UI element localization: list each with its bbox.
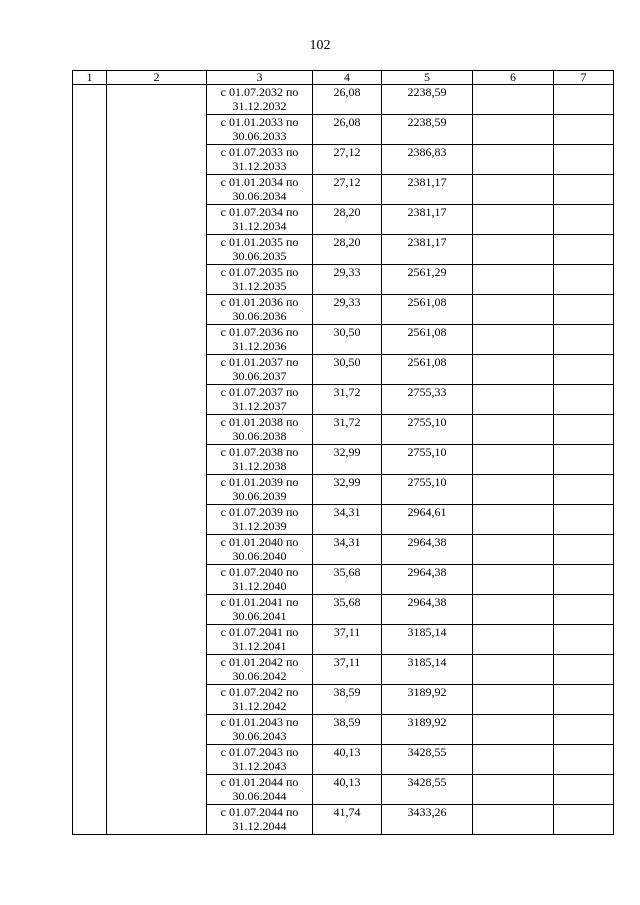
period-end: 31.12.2043 — [232, 759, 287, 773]
column-4-value: 31,72 — [313, 415, 382, 445]
column-header: 3 — [207, 71, 313, 85]
column-4-value: 35,68 — [313, 565, 382, 595]
period-cell — [207, 325, 313, 355]
column-5-value: 2386,83 — [382, 145, 473, 175]
column-2-cell — [107, 85, 207, 835]
column-4-value: 32,99 — [313, 445, 382, 475]
column-7-cell — [554, 295, 614, 325]
period-end: 30.06.2041 — [232, 609, 287, 623]
column-4-value: 37,11 — [313, 655, 382, 685]
period-start: с 01.01.2035 по — [220, 235, 299, 249]
period-cell — [207, 565, 313, 595]
column-7-cell — [554, 205, 614, 235]
period-start: с 01.07.2041 по — [220, 625, 299, 639]
column-5-value: 2964,38 — [382, 595, 473, 625]
column-5-value: 3428,55 — [382, 775, 473, 805]
column-7-cell — [554, 265, 614, 295]
period-end: 30.06.2043 — [232, 729, 287, 743]
column-6-cell — [473, 715, 554, 745]
column-6-cell — [473, 805, 554, 835]
period-start: с 01.07.2043 по — [220, 745, 299, 759]
column-6-cell — [473, 415, 554, 445]
column-7-cell — [554, 805, 614, 835]
tariff-table — [72, 70, 614, 835]
period-cell — [207, 265, 313, 295]
column-5-value: 2755,10 — [382, 415, 473, 445]
column-5-value: 2755,10 — [382, 475, 473, 505]
column-6-cell — [473, 745, 554, 775]
column-6-cell — [473, 355, 554, 385]
period-end: 30.06.2040 — [232, 549, 287, 563]
period-end: 30.06.2038 — [232, 429, 287, 443]
column-5-value: 2755,33 — [382, 385, 473, 415]
period-cell — [207, 625, 313, 655]
period-start: с 01.01.2038 по — [220, 415, 299, 429]
column-5-value: 2561,08 — [382, 355, 473, 385]
column-7-cell — [554, 565, 614, 595]
period-cell — [207, 145, 313, 175]
column-6-cell — [473, 535, 554, 565]
period-cell — [207, 805, 313, 835]
column-number-row — [73, 71, 614, 85]
period-start: с 01.01.2042 по — [220, 655, 299, 669]
period-cell — [207, 445, 313, 475]
period-start: с 01.07.2035 по — [220, 265, 299, 279]
column-5-value: 3428,55 — [382, 745, 473, 775]
column-1-cell — [73, 85, 107, 835]
column-4-value: 34,31 — [313, 535, 382, 565]
column-4-value: 34,31 — [313, 505, 382, 535]
period-cell — [207, 385, 313, 415]
column-7-cell — [554, 745, 614, 775]
column-5-value: 2238,59 — [382, 85, 473, 115]
column-5-value: 2381,17 — [382, 175, 473, 205]
column-4-value: 35,68 — [313, 595, 382, 625]
column-4-value: 38,59 — [313, 685, 382, 715]
column-7-cell — [554, 685, 614, 715]
period-cell — [207, 355, 313, 385]
period-end: 30.06.2037 — [232, 369, 287, 383]
column-6-cell — [473, 265, 554, 295]
column-5-value: 3433,26 — [382, 805, 473, 835]
period-cell — [207, 715, 313, 745]
period-cell — [207, 295, 313, 325]
column-7-cell — [554, 595, 614, 625]
column-6-cell — [473, 475, 554, 505]
column-6-cell — [473, 595, 554, 625]
period-cell — [207, 205, 313, 235]
column-4-value: 41,74 — [313, 805, 382, 835]
period-end: 30.06.2034 — [232, 189, 287, 203]
period-cell — [207, 655, 313, 685]
column-5-value: 3185,14 — [382, 655, 473, 685]
column-4-value: 38,59 — [313, 715, 382, 745]
column-header: 4 — [313, 71, 382, 85]
column-4-value: 27,12 — [313, 175, 382, 205]
column-6-cell — [473, 655, 554, 685]
column-7-cell — [554, 385, 614, 415]
column-6-cell — [473, 775, 554, 805]
period-start: с 01.01.2033 по — [220, 115, 299, 129]
period-cell — [207, 775, 313, 805]
column-5-value: 2964,61 — [382, 505, 473, 535]
column-5-value: 2381,17 — [382, 205, 473, 235]
column-6-cell — [473, 445, 554, 475]
column-7-cell — [554, 505, 614, 535]
column-7-cell — [554, 715, 614, 745]
column-7-cell — [554, 235, 614, 265]
column-4-value: 27,12 — [313, 145, 382, 175]
period-start: с 01.01.2044 по — [220, 775, 299, 789]
column-4-value: 40,13 — [313, 745, 382, 775]
column-5-value: 2561,29 — [382, 265, 473, 295]
column-4-value: 29,33 — [313, 295, 382, 325]
period-start: с 01.01.2034 по — [220, 175, 299, 189]
column-6-cell — [473, 85, 554, 115]
column-7-cell — [554, 445, 614, 475]
period-cell — [207, 175, 313, 205]
column-7-cell — [554, 85, 614, 115]
column-5-value: 2561,08 — [382, 295, 473, 325]
period-end: 30.06.2033 — [232, 129, 287, 143]
column-7-cell — [554, 775, 614, 805]
column-5-value: 3185,14 — [382, 625, 473, 655]
column-7-cell — [554, 625, 614, 655]
page-number: 102 — [309, 38, 331, 53]
period-start: с 01.07.2042 по — [220, 685, 299, 699]
period-cell — [207, 535, 313, 565]
column-5-value: 2561,08 — [382, 325, 473, 355]
column-7-cell — [554, 415, 614, 445]
column-6-cell — [473, 145, 554, 175]
period-start: с 01.07.2034 по — [220, 205, 299, 219]
column-header: 2 — [107, 71, 207, 85]
period-start: с 01.07.2044 по — [220, 805, 299, 819]
column-4-value: 30,50 — [313, 325, 382, 355]
period-start: с 01.01.2037 по — [220, 355, 299, 369]
column-4-value: 29,33 — [313, 265, 382, 295]
period-start: с 01.07.2040 по — [220, 565, 299, 579]
period-end: 31.12.2032 — [232, 99, 287, 113]
period-start: с 01.01.2039 по — [220, 475, 299, 489]
period-end: 31.12.2039 — [232, 519, 287, 533]
column-6-cell — [473, 625, 554, 655]
period-start: с 01.07.2038 по — [220, 445, 299, 459]
column-7-cell — [554, 175, 614, 205]
period-start: с 01.07.2033 по — [220, 145, 299, 159]
column-4-value: 32,99 — [313, 475, 382, 505]
column-7-cell — [554, 325, 614, 355]
column-5-value: 3189,92 — [382, 715, 473, 745]
period-start: с 01.07.2032 по — [220, 85, 299, 99]
column-4-value: 37,11 — [313, 625, 382, 655]
period-end: 31.12.2034 — [232, 219, 287, 233]
column-6-cell — [473, 565, 554, 595]
period-cell — [207, 85, 313, 115]
column-6-cell — [473, 205, 554, 235]
period-start: с 01.01.2040 по — [220, 535, 299, 549]
column-7-cell — [554, 145, 614, 175]
column-4-value: 26,08 — [313, 115, 382, 145]
period-cell — [207, 745, 313, 775]
period-end: 30.06.2035 — [232, 249, 287, 263]
period-start: с 01.01.2041 по — [220, 595, 299, 609]
column-5-value: 2964,38 — [382, 565, 473, 595]
column-7-cell — [554, 355, 614, 385]
column-5-value: 3189,92 — [382, 685, 473, 715]
column-6-cell — [473, 115, 554, 145]
column-5-value: 2381,17 — [382, 235, 473, 265]
column-6-cell — [473, 505, 554, 535]
period-end: 31.12.2041 — [232, 639, 287, 653]
period-cell — [207, 115, 313, 145]
column-4-value: 28,20 — [313, 235, 382, 265]
column-6-cell — [473, 685, 554, 715]
period-start: с 01.07.2037 по — [220, 385, 299, 399]
column-5-value: 2964,38 — [382, 535, 473, 565]
column-7-cell — [554, 475, 614, 505]
period-cell — [207, 235, 313, 265]
column-6-cell — [473, 235, 554, 265]
period-cell — [207, 595, 313, 625]
column-6-cell — [473, 385, 554, 415]
period-cell — [207, 505, 313, 535]
period-end: 30.06.2042 — [232, 669, 287, 683]
column-7-cell — [554, 115, 614, 145]
period-cell — [207, 415, 313, 445]
column-header: 7 — [554, 71, 614, 85]
column-4-value: 31,72 — [313, 385, 382, 415]
column-5-value: 2238,59 — [382, 115, 473, 145]
period-cell — [207, 685, 313, 715]
period-start: с 01.07.2036 по — [220, 325, 299, 339]
column-header: 6 — [473, 71, 554, 85]
period-end: 31.12.2033 — [232, 159, 287, 173]
period-end: 31.12.2035 — [232, 279, 287, 293]
column-5-value: 2755,10 — [382, 445, 473, 475]
column-7-cell — [554, 535, 614, 565]
period-end: 31.12.2040 — [232, 579, 287, 593]
column-header: 5 — [382, 71, 473, 85]
period-end: 30.06.2044 — [232, 789, 287, 803]
column-6-cell — [473, 175, 554, 205]
period-end: 31.12.2044 — [232, 819, 287, 833]
column-6-cell — [473, 295, 554, 325]
period-end: 31.12.2037 — [232, 399, 287, 413]
column-4-value: 30,50 — [313, 355, 382, 385]
period-start: с 01.01.2043 по — [220, 715, 299, 729]
period-start: с 01.01.2036 по — [220, 295, 299, 309]
period-cell — [207, 475, 313, 505]
period-end: 31.12.2036 — [232, 339, 287, 353]
column-4-value: 40,13 — [313, 775, 382, 805]
column-6-cell — [473, 325, 554, 355]
column-header: 1 — [73, 71, 107, 85]
column-4-value: 28,20 — [313, 205, 382, 235]
table-row — [73, 85, 614, 115]
period-end: 31.12.2038 — [232, 459, 287, 473]
column-7-cell — [554, 655, 614, 685]
period-end: 31.12.2042 — [232, 699, 287, 713]
period-start: с 01.07.2039 по — [220, 505, 299, 519]
period-end: 30.06.2039 — [232, 489, 287, 503]
period-end: 30.06.2036 — [232, 309, 287, 323]
column-4-value: 26,08 — [313, 85, 382, 115]
